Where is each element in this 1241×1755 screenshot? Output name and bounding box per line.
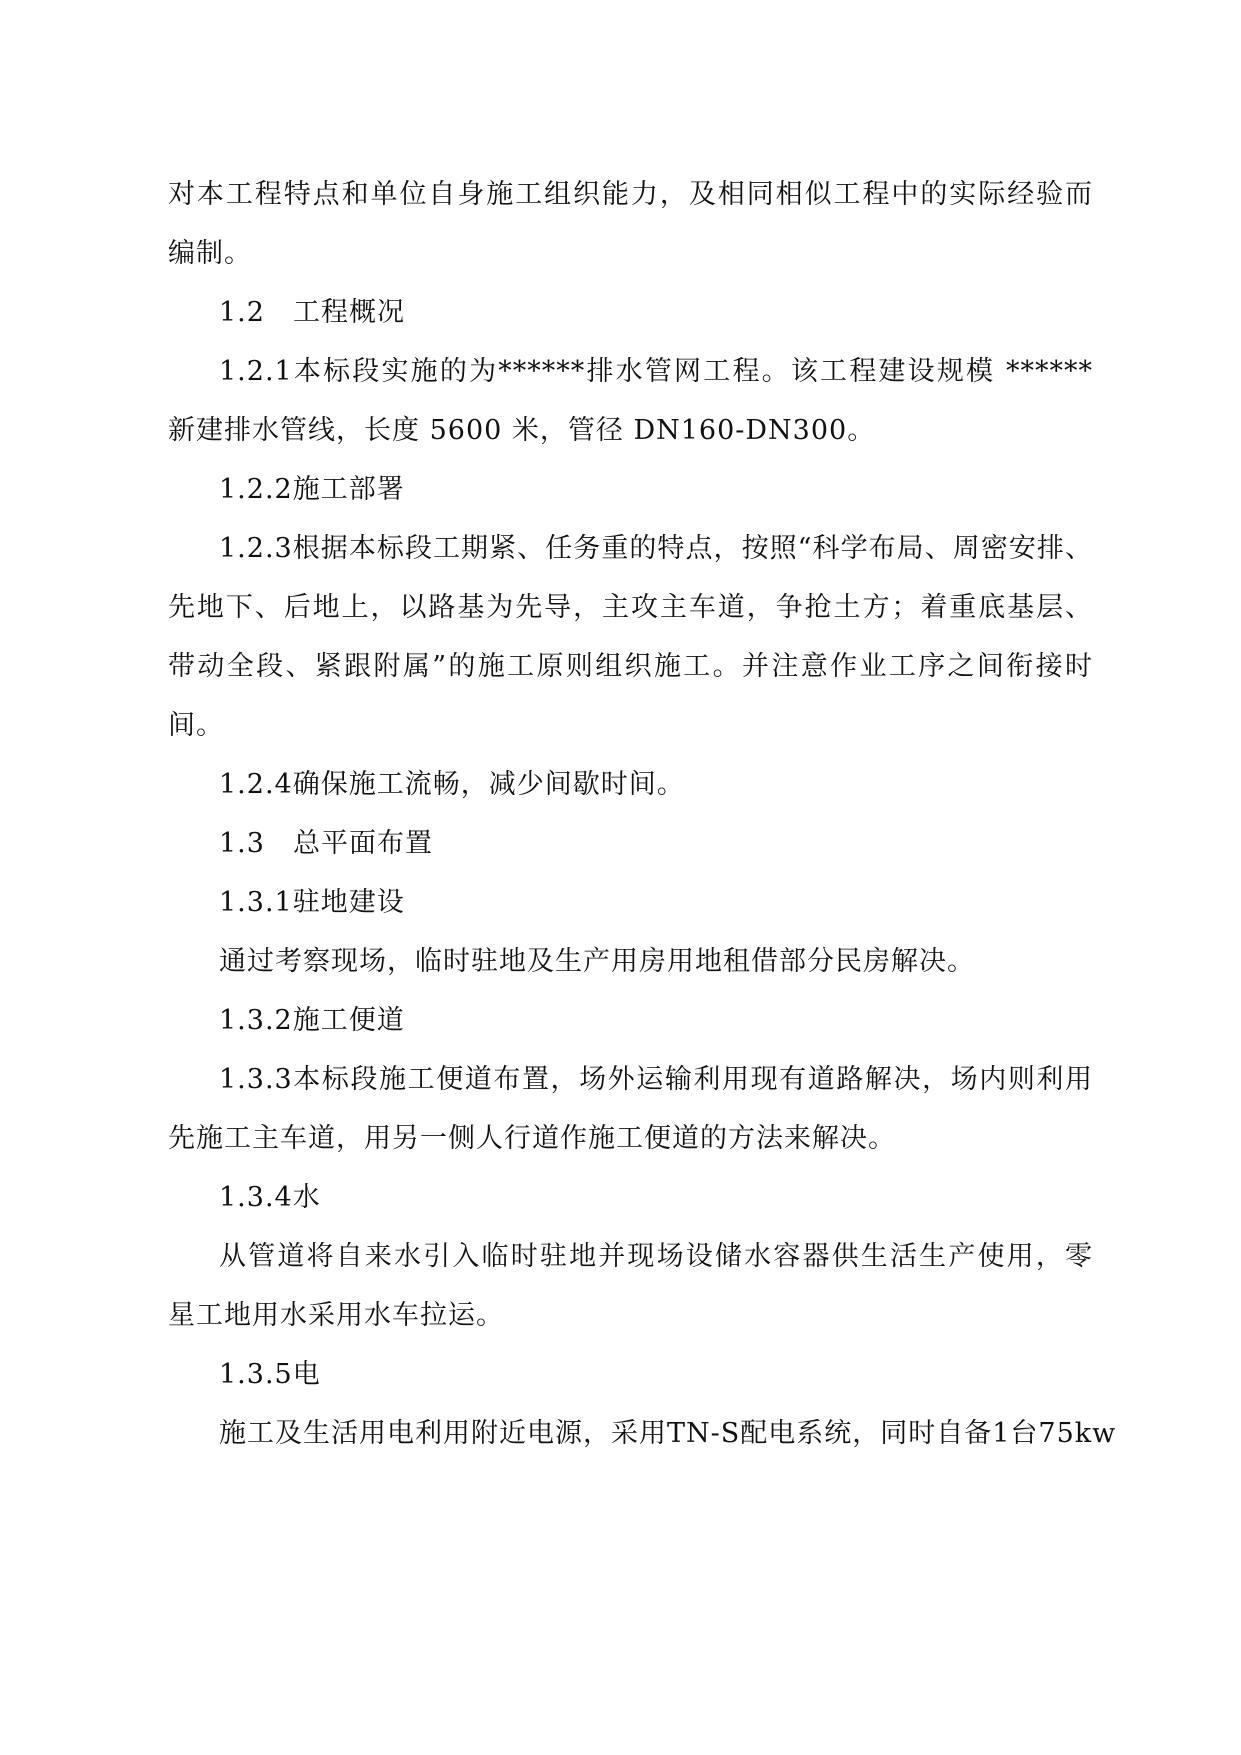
paragraph-line: 对本工程特点和单位自身施工组织能力，及相同相似工程中的实际经验而 bbox=[168, 179, 1093, 210]
paragraph-line: 新建排水管线，长度 5600 米，管径 DN160-DN300。 bbox=[168, 415, 876, 446]
paragraph-line: 施工及生活用电利用附近电源，采用TN-S配电系统，同时自备1台75kw bbox=[219, 1418, 1117, 1449]
paragraph-line: 1.2.1本标段实施的为******排水管网工程。该工程建设规模 ****** bbox=[219, 356, 1093, 387]
section-heading: 1.3 总平面布置 bbox=[219, 828, 433, 859]
paragraph-line: 1.3.3本标段施工便道布置，场外运输利用现有道路解决，场内则利用 bbox=[219, 1064, 1093, 1095]
paragraph-line: 1.2.3根据本标段工期紧、任务重的特点，按照“科学布局、周密安排、 bbox=[219, 533, 1093, 564]
paragraph-line: 间。 bbox=[168, 710, 224, 741]
section-heading: 1.2 工程概况 bbox=[219, 297, 405, 328]
subsection-heading: 1.3.4水 bbox=[219, 1182, 321, 1213]
paragraph-line: 先施工主车道，用另一侧人行道作施工便道的方法来解决。 bbox=[168, 1123, 896, 1154]
paragraph-line: 编制。 bbox=[168, 238, 252, 269]
paragraph-line: 星工地用水采用水车拉运。 bbox=[168, 1300, 504, 1331]
paragraph-line: 先地下、后地上，以路基为先导，主攻主车道，争抢土方；着重底基层、 bbox=[168, 592, 1093, 623]
subsection-heading: 1.3.2施工便道 bbox=[219, 1005, 405, 1036]
paragraph-line: 通过考察现场，临时驻地及生产用房用地租借部分民房解决。 bbox=[219, 946, 975, 977]
paragraph-line: 从管道将自来水引入临时驻地并现场设储水容器供生活生产使用，零 bbox=[219, 1241, 1093, 1272]
paragraph-line: 带动全段、紧跟附属”的施工原则组织施工。并注意作业工序之间衔接时 bbox=[168, 651, 1093, 682]
subsection-heading: 1.2.2施工部署 bbox=[219, 474, 405, 505]
paragraph-line: 1.2.4确保施工流畅，减少间歇时间。 bbox=[219, 769, 685, 800]
subsection-heading: 1.3.1驻地建设 bbox=[219, 887, 405, 918]
subsection-heading: 1.3.5电 bbox=[219, 1359, 321, 1390]
